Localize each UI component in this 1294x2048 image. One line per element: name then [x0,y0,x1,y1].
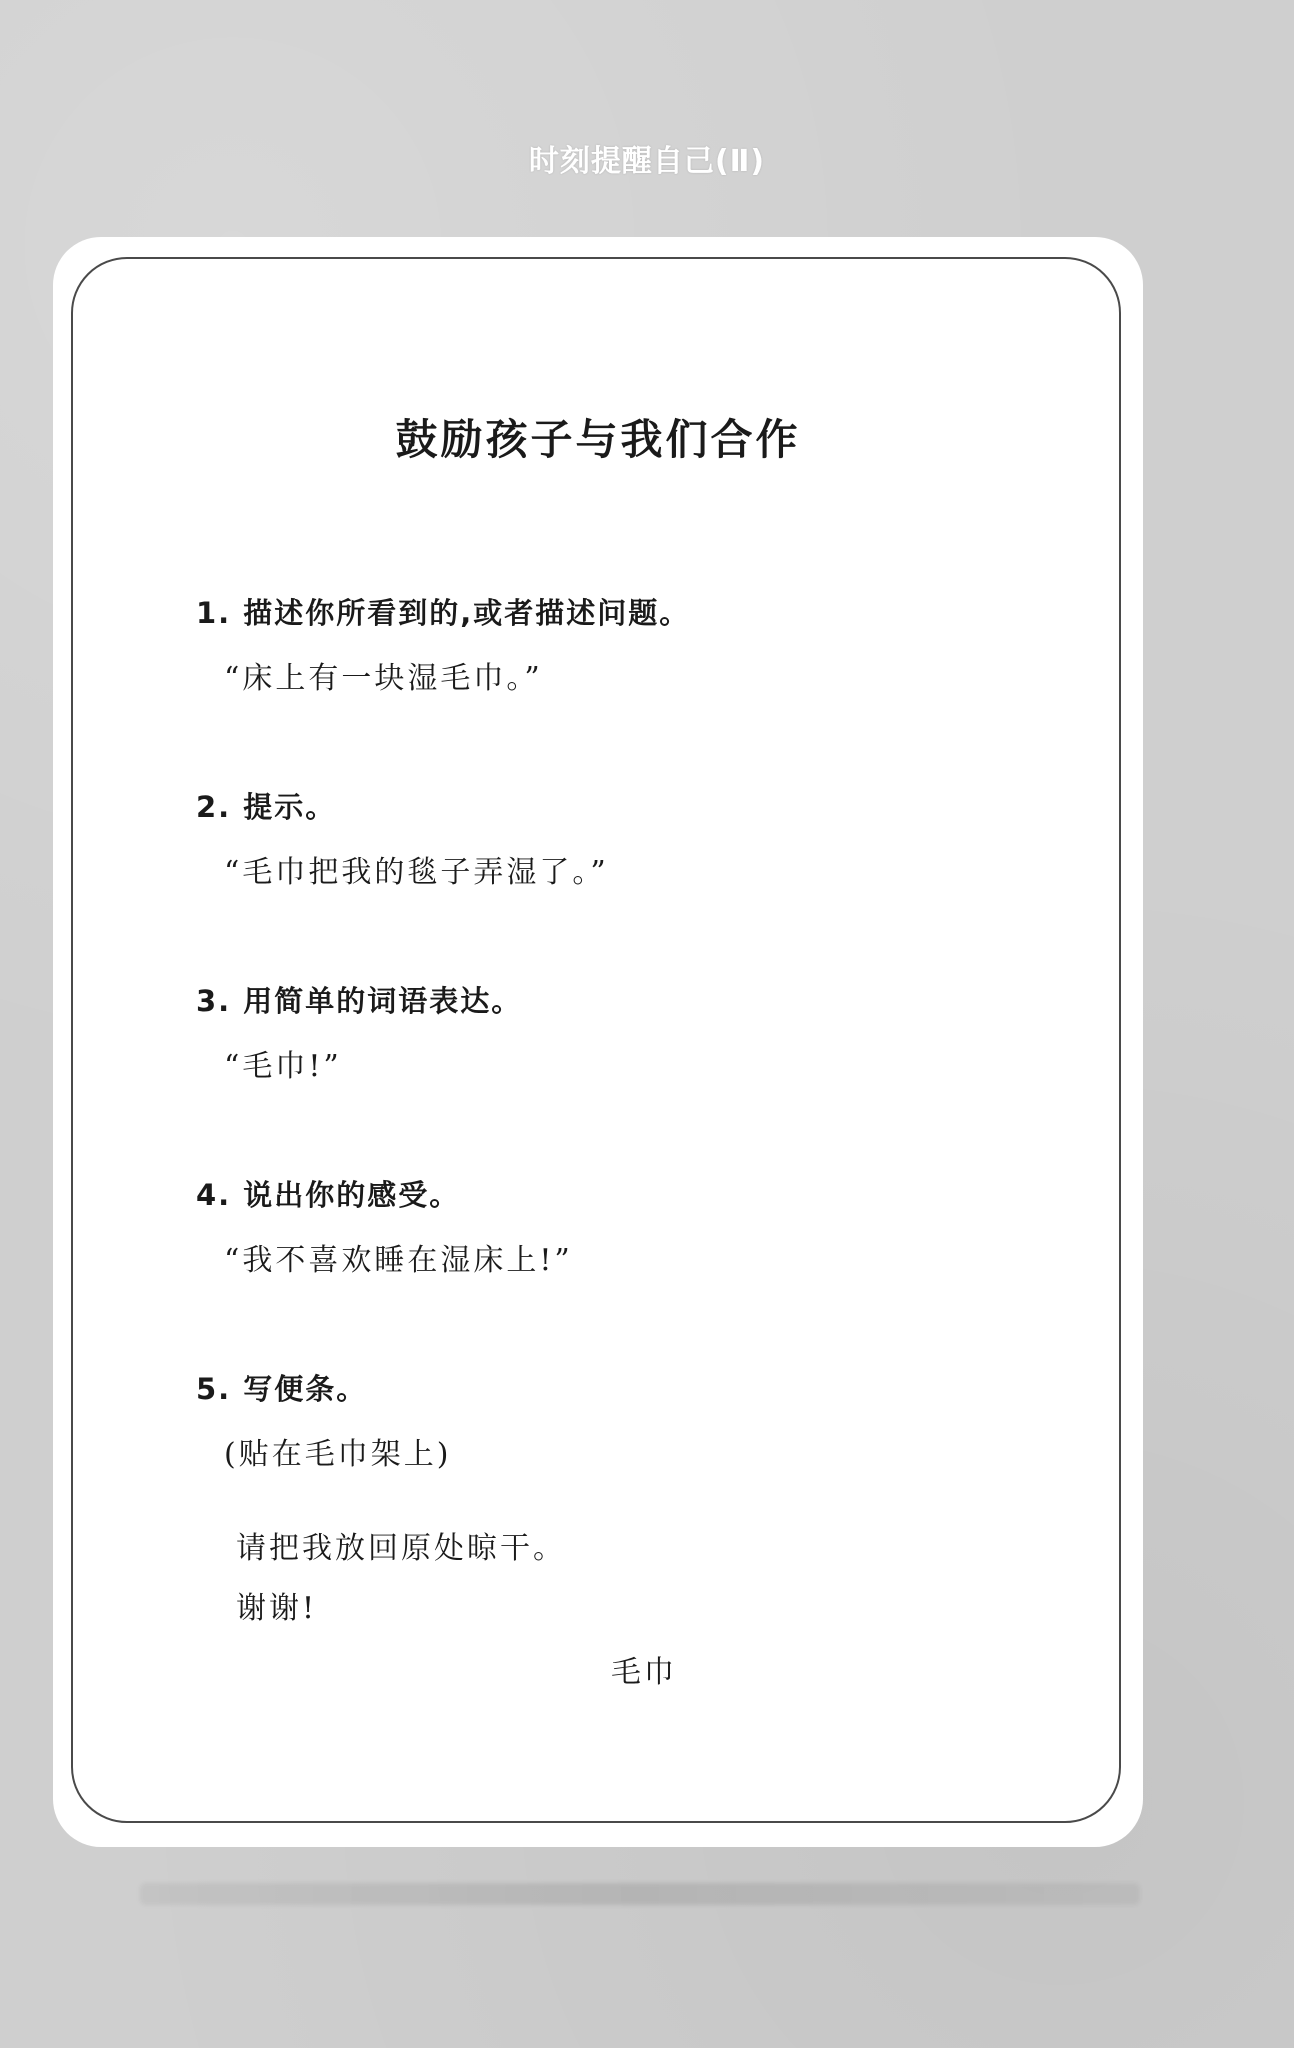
list-item [196,1369,451,1475]
note-line: 谢谢! [236,1591,318,1626]
item-heading: 5. 写便条。 [196,1372,368,1406]
item-example: (贴在毛巾架上) [224,1437,452,1472]
note-line: 请把我放回原处晾干。 [236,1531,566,1566]
list-item [196,787,609,893]
item-example: “毛巾!” [224,1049,342,1084]
item-heading: 1. 描述你所看到的,或者描述问题。 [196,596,691,630]
summary-card [53,237,1143,1847]
list-item [196,981,522,1087]
bleed-through-text [140,1883,1140,1905]
item-example: “毛巾把我的毯子弄湿了。” [224,855,609,890]
item-heading: 4. 说出你的感受。 [196,1178,461,1212]
item-heading: 3. 用简单的词语表达。 [196,984,523,1018]
item-heading: 2. 提示。 [196,790,337,824]
card-title: 鼓励孩子与我们合作 [395,415,801,464]
page-header-title: 时刻提醒自己(Ⅱ) [528,144,766,179]
item-example: “床上有一块湿毛巾。” [224,661,543,696]
list-item [196,593,690,699]
note-signature: 毛巾 [611,1655,677,1690]
list-item [196,1175,573,1281]
item-example: “我不喜欢睡在湿床上!” [224,1243,573,1278]
card-border [71,257,1121,1823]
